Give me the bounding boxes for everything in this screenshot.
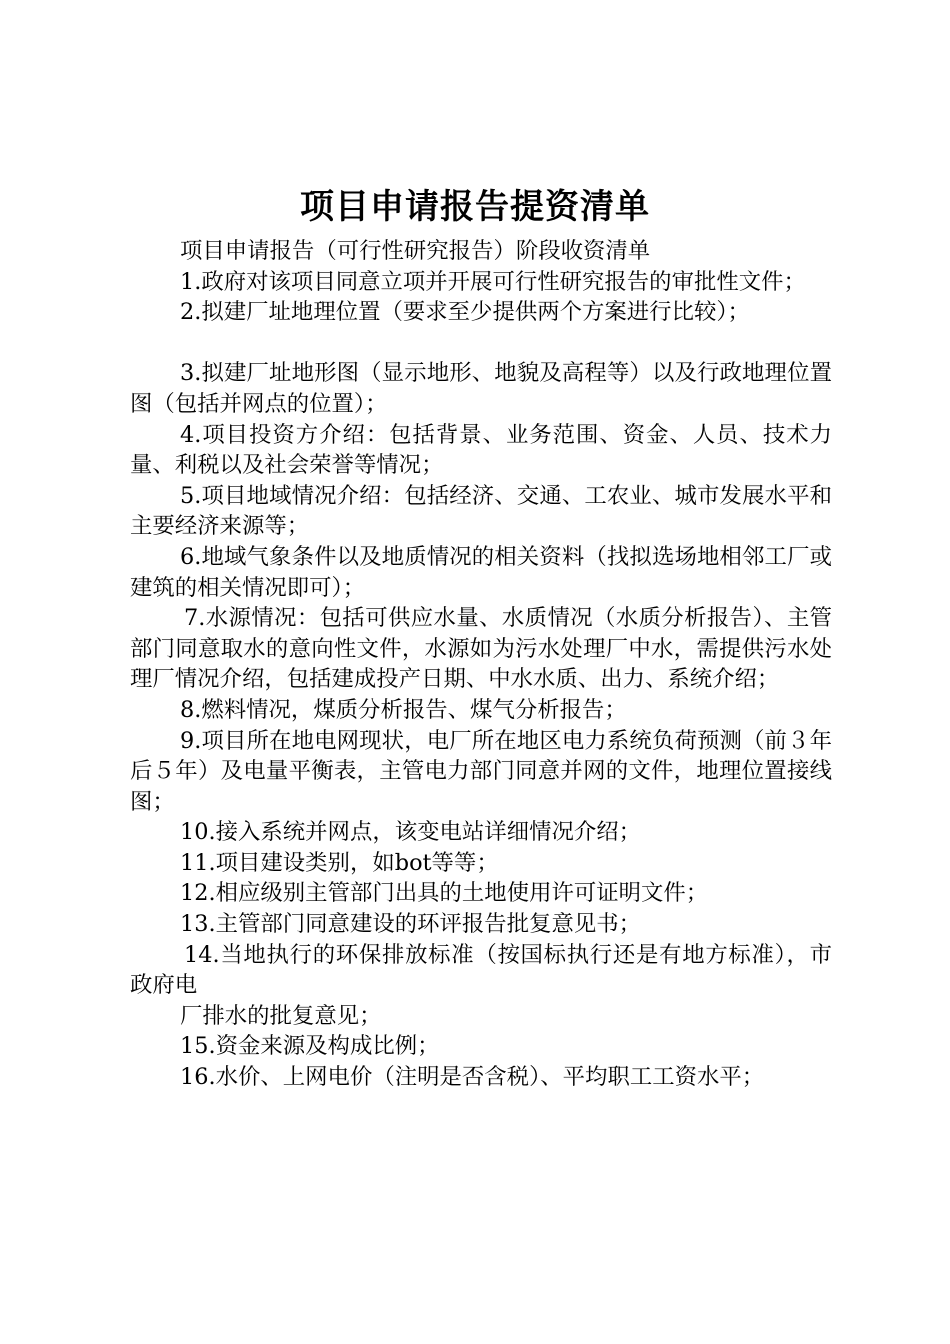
list-item: 厂排水的批复意见；: [180, 1002, 382, 1029]
list-item: 10.接入系统并网点，该变电站详细情况介绍；: [180, 819, 642, 846]
document-subtitle: 项目申请报告（可行性研究报告）阶段收资清单: [180, 238, 651, 264]
list-item: 15.资金来源及构成比例；: [180, 1033, 440, 1060]
list-item: 11.项目建设类别，如bot等等；: [180, 849, 499, 876]
list-item: 14.当地执行的环保排放标准（按国标执行还是有地方标准），市政府电: [130, 941, 832, 999]
list-item: 8.燃料情况，煤质分析报告、煤气分析报告；: [180, 696, 627, 723]
list-item: 2.拟建厂址地理位置（要求至少提供两个方案进行比较）；: [180, 299, 750, 326]
list-item: 9.项目所在地电网现状，电厂所在地区电力系统负荷预测（前３年后５年）及电量平衡表，主管电力部门同意并网的文件，地理位置接线图；: [130, 727, 832, 815]
list-item: 5.项目地域情况介绍：包括经济、交通、工农业、城市发展水平和主要经济来源等；: [130, 482, 832, 540]
list-item: 7.水源情况：包括可供应水量、水质情况（水质分析报告）、主管部门同意取水的意向性文件，水源如为污水处理厂中水，需提供污水处理厂情况介绍，包括建成投产日期、中水水质、出力、系统介绍；: [130, 605, 832, 693]
list-item: 3.拟建厂址地形图（显示地形、地貌及高程等）以及行政地理位置图（包括并网点的位置）；: [130, 360, 832, 417]
blank-line: [130, 328, 832, 359]
list-item: 13.主管部门同意建设的环评报告批复意见书；: [180, 911, 642, 938]
list-item: 1.政府对该项目同意立项并开展可行性研究报告的审批性文件；: [180, 268, 806, 295]
list-item: 6.地域气象条件以及地质情况的相关资料（找拟选场地相邻工厂或建筑的相关情况即可）；: [130, 543, 832, 601]
document-body: [130, 236, 832, 1093]
document-title: 项目申请报告提资清单: [300, 187, 650, 227]
list-item: 12.相应级别主管部门出具的土地使用许可证明文件；: [180, 880, 709, 907]
list-item: 16.水价、上网电价（注明是否含税）、平均职工工资水平；: [180, 1064, 765, 1091]
list-item: 4.项目投资方介绍：包括背景、业务范围、资金、人员、技术力量、利税以及社会荣誉等情况；: [130, 421, 832, 479]
